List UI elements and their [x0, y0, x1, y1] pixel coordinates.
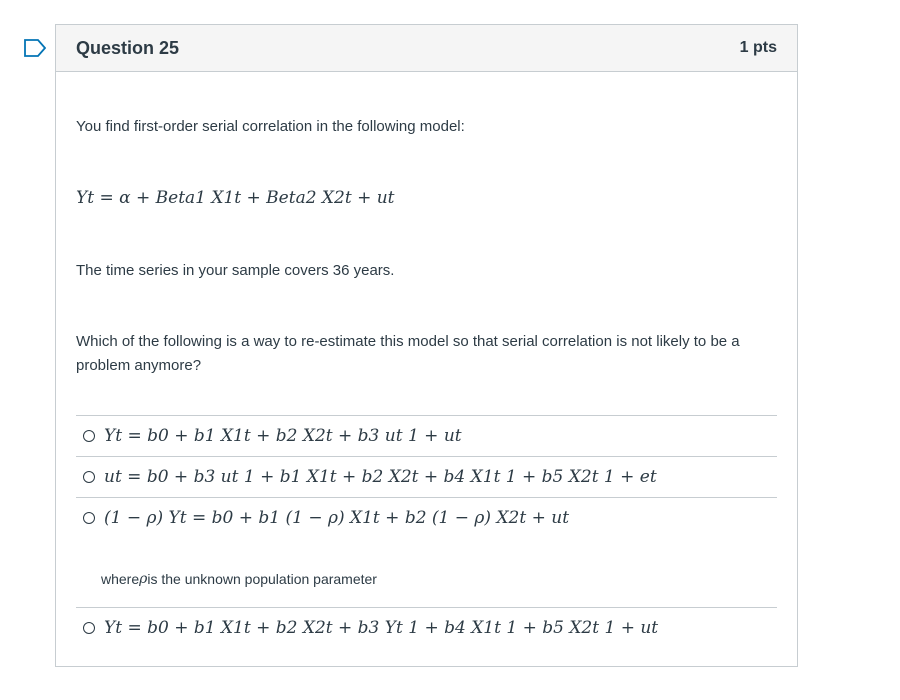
- model-equation: Yt = α + Beta1 X1t + Beta2 X2t + ut: [76, 188, 395, 208]
- note-rho-symbol: ρ: [139, 570, 148, 587]
- question-points: 1 pts: [739, 39, 777, 56]
- answer-option-3[interactable]: [76, 497, 777, 538]
- answer-option-4[interactable]: [76, 607, 777, 648]
- answer-2-equation: ut = b0 + b3 ut 1 + b1 X1t + b2 X2t + b4 X1t 1 + b5 X2t 1 + et: [104, 467, 657, 487]
- radio-button[interactable]: [83, 622, 95, 634]
- question-header: [56, 25, 797, 72]
- answer-3-equation: (1 − ρ) Yt = b0 + b1 (1 − ρ) X1t + b2 (1 − ρ) X2t + ut: [104, 508, 570, 528]
- radio-button[interactable]: [83, 471, 95, 483]
- note-prefix: where: [101, 570, 140, 587]
- radio-button[interactable]: [83, 430, 95, 442]
- note-suffix: is the unknown population parameter: [147, 570, 377, 587]
- question-card: [55, 24, 798, 667]
- answer-3-note: [76, 538, 777, 607]
- question-title: Question 25: [76, 37, 180, 58]
- stem-sample: The time series in your sample covers 36 years.: [76, 262, 395, 279]
- answer-4-equation: Yt = b0 + b1 X1t + b2 X2t + b3 Yt 1 + b4 X1t 1 + b5 X2t 1 + ut: [104, 618, 659, 638]
- bookmark-flag-icon[interactable]: [24, 39, 46, 57]
- radio-button[interactable]: [83, 512, 95, 524]
- answer-option-1[interactable]: [76, 415, 777, 456]
- stem-intro: You find first-order serial correlation in the following model:: [76, 118, 465, 135]
- answer-list: [76, 415, 777, 648]
- answer-1-equation: Yt = b0 + b1 X1t + b2 X2t + b3 ut 1 + ut: [104, 426, 462, 446]
- answer-option-2[interactable]: [76, 456, 777, 497]
- stem-prompt: Which of the following is a way to re-estimate this model so that serial correlation is not likely to be a problem anymore?: [76, 333, 740, 374]
